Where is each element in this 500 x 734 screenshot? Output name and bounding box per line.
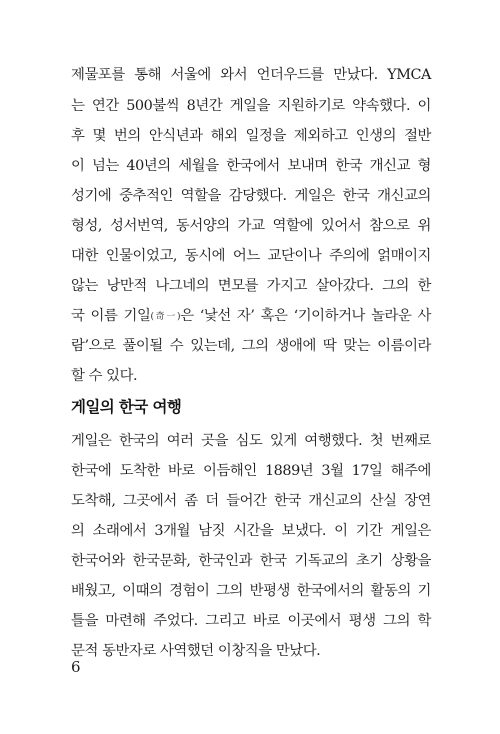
paragraph-line: 제물포를 통해 서울에 와서 언더우드를 만났다. YMCA [71, 67, 431, 83]
paragraph-line: 형성, 성서번역, 동서양의 가교 역할에 있어서 참으로 위 [71, 218, 431, 234]
hanja-annotation: (奇一) [150, 312, 181, 322]
paragraph-line: 않는 낭만적 나그네의 면모를 가지고 살아갔다. 그의 한 [71, 278, 431, 294]
paragraph-line: 틀을 마련해 주었다. 그리고 바로 이곳에서 평생 그의 학 [71, 613, 431, 629]
paragraph-line: 문적 동반자로 사역했던 이창직을 만났다. [71, 643, 321, 659]
paragraph-line [71, 306, 431, 327]
paragraph-line: 후 몇 번의 안식년과 해외 일정을 제외하고 인생의 절반 [71, 128, 431, 144]
paragraph-line: 게일은 한국의 여러 곳을 심도 있게 여행했다. 첫 번째로 [71, 433, 431, 449]
page-number: 6 [71, 658, 81, 676]
paragraph-line: 의 소래에서 3개월 남짓 시간을 보냈다. 이 기간 게일은 [71, 523, 431, 539]
paragraph-line: 한국에 도착한 바로 이듬해인 1889년 3월 17일 해주에 [71, 463, 431, 479]
line-text: 국 이름 기일 [71, 308, 151, 324]
paragraph-line: 한국어와 한국문화, 한국인과 한국 기독교의 초기 상황을 [71, 553, 431, 569]
section-heading: 게일의 한국 여행 [71, 398, 182, 416]
paragraph-line: 배웠고, 이때의 경험이 그의 반평생 한국에서의 활동의 기 [71, 583, 431, 599]
paragraph-line: 성기에 중추적인 역할을 감당했다. 게일은 한국 개신교의 [71, 188, 431, 204]
paragraph-line: 대한 인물이었고, 동시에 어느 교단이나 주의에 얽매이지 [71, 248, 431, 264]
line-text: 은 ‘낯선 자’ 혹은 ‘기이하거나 놀라운 사 [180, 308, 431, 324]
paragraph-line: 는 연간 500불씩 8년간 게일을 지원하기로 약속했다. 이 [71, 98, 431, 114]
paragraph-line: 할 수 있다. [71, 368, 138, 384]
paragraph-line: 람’으로 풀이될 수 있는데, 그의 생애에 딱 맞는 이름이라 [71, 338, 431, 354]
paragraph-line: 도착해, 그곳에서 좀 더 들어간 한국 개신교의 산실 장연 [71, 493, 431, 509]
paragraph-line: 이 넘는 40년의 세월을 한국에서 보내며 한국 개신교 형 [71, 158, 431, 174]
